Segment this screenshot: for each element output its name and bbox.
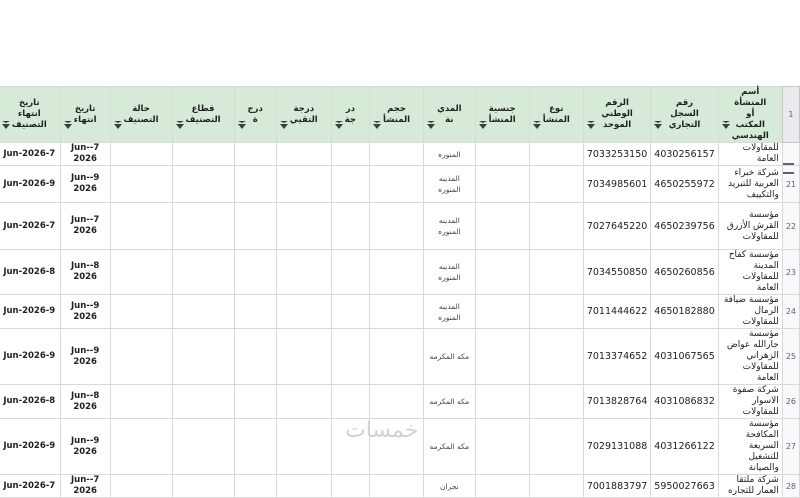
- cell-grade[interactable]: [331, 143, 369, 166]
- cell-grade[interactable]: [331, 203, 369, 250]
- cell-expiry[interactable]: 7-Jun-2026: [60, 203, 110, 250]
- cell-grade-2[interactable]: [234, 250, 276, 295]
- cell-size[interactable]: [369, 203, 423, 250]
- cell-status[interactable]: [110, 250, 172, 295]
- cell-expiry[interactable]: 8-Jun-2026: [60, 250, 110, 295]
- column-header-grade[interactable]: [331, 87, 369, 143]
- cell-grade-2[interactable]: [234, 385, 276, 419]
- cell-grade-2[interactable]: [234, 166, 276, 203]
- cell-status[interactable]: [110, 385, 172, 419]
- cell-size[interactable]: [369, 475, 423, 498]
- cell-city[interactable]: مكه المكرمه: [424, 329, 476, 385]
- cell-type[interactable]: [529, 166, 583, 203]
- cell-status[interactable]: [110, 329, 172, 385]
- cell-rating[interactable]: [276, 203, 331, 250]
- cell-status[interactable]: [110, 475, 172, 498]
- filter-icon[interactable]: [478, 121, 488, 130]
- column-header-classification-expiry[interactable]: [0, 87, 60, 143]
- cell-unified-number[interactable]: 7034985601: [583, 166, 650, 203]
- header-label: رقم السجل التجاري: [668, 98, 701, 130]
- cell-grade-2[interactable]: [234, 295, 276, 329]
- filter-icon[interactable]: [334, 121, 344, 130]
- filter-icon[interactable]: [586, 121, 596, 130]
- column-header-city[interactable]: [424, 87, 476, 143]
- cell-expiry[interactable]: 9-Jun-2026: [60, 295, 110, 329]
- cell-type[interactable]: [529, 203, 583, 250]
- row-number-cell[interactable]: 25: [782, 329, 799, 385]
- row-number-cell[interactable]: 21: [782, 166, 799, 203]
- cell-grade-2[interactable]: [234, 203, 276, 250]
- cell-expiry[interactable]: 9-Jun-2026: [60, 166, 110, 203]
- header-label: أسم المنشأة أو المكتب الهندسي: [731, 87, 769, 141]
- cell-size[interactable]: [369, 166, 423, 203]
- cell-expiry[interactable]: 9-Jun-2026: [60, 419, 110, 475]
- cell-classification-expiry[interactable]: 9-Jun-2026: [0, 295, 60, 329]
- cell-commercial-register[interactable]: 4030256157: [651, 143, 718, 166]
- row-number-cell[interactable]: 23: [782, 250, 799, 295]
- column-header-type[interactable]: [529, 87, 583, 143]
- table-row: [0, 203, 800, 250]
- cell-expiry[interactable]: 8-Jun-2026: [60, 385, 110, 419]
- cell-grade[interactable]: [331, 166, 369, 203]
- table-row: [0, 329, 800, 385]
- cell-grade[interactable]: [331, 295, 369, 329]
- cell-establishment-name[interactable]: مؤسسة المكافحة السريعة للتشغيل والصيانة: [718, 419, 782, 475]
- cell-sector[interactable]: [172, 203, 234, 250]
- table-row: [0, 143, 800, 166]
- cell-commercial-register[interactable]: 4650239756: [651, 203, 718, 250]
- table-row: [0, 475, 800, 498]
- cell-sector[interactable]: [172, 295, 234, 329]
- filter-icon[interactable]: [426, 121, 436, 130]
- cell-nationality[interactable]: [475, 250, 529, 295]
- cell-commercial-register[interactable]: 4650260856: [651, 250, 718, 295]
- cell-status[interactable]: [110, 166, 172, 203]
- column-header-grade-2[interactable]: [234, 87, 276, 143]
- cell-type[interactable]: [529, 475, 583, 498]
- cell-rating[interactable]: [276, 250, 331, 295]
- cell-type[interactable]: [529, 250, 583, 295]
- cell-expiry[interactable]: 9-Jun-2026: [60, 329, 110, 385]
- filter-icon[interactable]: [1, 121, 11, 130]
- cell-rating[interactable]: [276, 166, 331, 203]
- cell-grade[interactable]: [331, 250, 369, 295]
- table-row: [0, 295, 800, 329]
- cell-city[interactable]: المدينه المنوره: [424, 295, 476, 329]
- cell-type[interactable]: [529, 329, 583, 385]
- filter-icon[interactable]: [279, 121, 289, 130]
- cell-classification-expiry[interactable]: 9-Jun-2026: [0, 329, 60, 385]
- filter-icon[interactable]: [237, 121, 247, 130]
- cell-classification-expiry[interactable]: 7-Jun-2026: [0, 143, 60, 166]
- watermark-logo: خمسات: [345, 418, 419, 443]
- cell-sector[interactable]: [172, 419, 234, 475]
- cell-classification-expiry[interactable]: 9-Jun-2026: [0, 419, 60, 475]
- cell-establishment-name[interactable]: مؤسسة ضيافة الرمال للمقاولات: [718, 295, 782, 329]
- cell-nationality[interactable]: [475, 475, 529, 498]
- cell-grade-2[interactable]: [234, 143, 276, 166]
- filter-icon[interactable]: [372, 121, 382, 130]
- cell-expiry[interactable]: 7-Jun-2026: [60, 475, 110, 498]
- cell-rating[interactable]: [276, 143, 331, 166]
- cell-status[interactable]: [110, 419, 172, 475]
- cell-commercial-register[interactable]: 4031086832: [651, 385, 718, 419]
- cell-grade[interactable]: [331, 329, 369, 385]
- cell-classification-expiry[interactable]: 9-Jun-2026: [0, 166, 60, 203]
- cell-size[interactable]: [369, 250, 423, 295]
- cell-unified-number[interactable]: 7027645220: [583, 203, 650, 250]
- cell-establishment-name[interactable]: للمقاولات العامة: [718, 143, 782, 166]
- row-number-cell[interactable]: 27: [782, 419, 799, 475]
- filter-icon[interactable]: [63, 121, 73, 130]
- cell-commercial-register[interactable]: 4031266122: [651, 419, 718, 475]
- column-header-nationality[interactable]: [475, 87, 529, 143]
- header-label: حجم المنشأ: [382, 103, 411, 125]
- cell-city[interactable]: المدينه المنوره: [424, 166, 476, 203]
- table-row: [0, 250, 800, 295]
- cell-type[interactable]: [529, 419, 583, 475]
- cell-nationality[interactable]: [475, 166, 529, 203]
- cell-city[interactable]: المنوره: [424, 143, 476, 166]
- cell-nationality[interactable]: [475, 419, 529, 475]
- cell-city[interactable]: المدينه المنوره: [424, 203, 476, 250]
- column-header-unified-number[interactable]: [583, 87, 650, 143]
- cell-city[interactable]: مكه المكرمه: [424, 419, 476, 475]
- header-label: تاريخ انتهاء: [73, 103, 97, 125]
- cell-nationality[interactable]: [475, 329, 529, 385]
- row-number-cell[interactable]: 24: [782, 295, 799, 329]
- cell-city[interactable]: المدينه المنوره: [424, 250, 476, 295]
- header-label: درج ة: [247, 103, 263, 125]
- cell-rating[interactable]: [276, 475, 331, 498]
- frozen-rows-handle[interactable]: [783, 163, 794, 174]
- column-header-commercial-register[interactable]: [651, 87, 718, 143]
- cell-type[interactable]: [529, 295, 583, 329]
- cell-commercial-register[interactable]: 4031067565: [651, 329, 718, 385]
- cell-establishment-name[interactable]: شركة ملتقا العمار للتجاره: [718, 475, 782, 498]
- cell-grade[interactable]: [331, 475, 369, 498]
- cell-status[interactable]: [110, 203, 172, 250]
- cell-sector[interactable]: [172, 329, 234, 385]
- cell-unified-number[interactable]: 7013828764: [583, 385, 650, 419]
- cell-unified-number[interactable]: 7011444622: [583, 295, 650, 329]
- cell-classification-expiry[interactable]: 7-Jun-2026: [0, 475, 60, 498]
- cell-unified-number[interactable]: 7001883797: [583, 475, 650, 498]
- cell-size[interactable]: [369, 329, 423, 385]
- cell-classification-expiry[interactable]: 8-Jun-2026: [0, 250, 60, 295]
- cell-city[interactable]: نجران: [424, 475, 476, 498]
- cell-status[interactable]: [110, 143, 172, 166]
- row-number-header[interactable]: 1: [782, 87, 799, 143]
- column-header-rating[interactable]: [276, 87, 331, 143]
- cell-sector[interactable]: [172, 475, 234, 498]
- cell-type[interactable]: [529, 385, 583, 419]
- cell-type[interactable]: [529, 143, 583, 166]
- cell-commercial-register[interactable]: 5950027663: [651, 475, 718, 498]
- header-label: در جة: [344, 103, 356, 125]
- header-row: [0, 87, 800, 143]
- cell-grade-2[interactable]: [234, 329, 276, 385]
- header-label: حالة التصنيف: [123, 103, 159, 125]
- cell-nationality[interactable]: [475, 295, 529, 329]
- table-row: [0, 166, 800, 203]
- cell-commercial-register[interactable]: 4650182880: [651, 295, 718, 329]
- cell-establishment-name[interactable]: مؤسسة جارالله عواض الزهراني للمقاولات العامة: [718, 329, 782, 385]
- header-label: المدي نة: [437, 103, 462, 125]
- cell-commercial-register[interactable]: 4650255972: [651, 166, 718, 203]
- column-header-expiry[interactable]: [60, 87, 110, 143]
- row-number-cell[interactable]: 28: [782, 475, 799, 498]
- column-header-establishment-name[interactable]: [718, 87, 782, 143]
- cell-expiry[interactable]: 7-Jun-2026: [60, 143, 110, 166]
- filter-icon[interactable]: [175, 121, 185, 130]
- cell-size[interactable]: [369, 385, 423, 419]
- cell-establishment-name[interactable]: شركة خبراء العربية للتبريد والتكييف: [718, 166, 782, 203]
- cell-nationality[interactable]: [475, 385, 529, 419]
- cell-classification-expiry[interactable]: 8-Jun-2026: [0, 385, 60, 419]
- cell-rating[interactable]: [276, 295, 331, 329]
- cell-grade-2[interactable]: [234, 419, 276, 475]
- header-label: جنسية المنشأ: [488, 103, 516, 125]
- cell-establishment-name[interactable]: مؤسسة القرش الأزرق للمقاولات: [718, 203, 782, 250]
- cell-status[interactable]: [110, 295, 172, 329]
- cell-city[interactable]: مكه المكرمه: [424, 385, 476, 419]
- cell-establishment-name[interactable]: شركة صفوة الاسوار للمقاولات: [718, 385, 782, 419]
- column-header-status[interactable]: [110, 87, 172, 143]
- header-label: الرقم الوطني الموحد: [601, 98, 633, 130]
- cell-unified-number[interactable]: 7034550850: [583, 250, 650, 295]
- filter-icon[interactable]: [721, 121, 731, 130]
- cell-grade[interactable]: [331, 385, 369, 419]
- cell-unified-number[interactable]: 7013374652: [583, 329, 650, 385]
- cell-rating[interactable]: [276, 329, 331, 385]
- cell-classification-expiry[interactable]: 7-Jun-2026: [0, 203, 60, 250]
- header-label: درجة التقيي: [289, 103, 318, 125]
- cell-sector[interactable]: [172, 385, 234, 419]
- cell-sector[interactable]: [172, 166, 234, 203]
- header-label: نوع المنشأ: [542, 103, 570, 125]
- cell-nationality[interactable]: [475, 203, 529, 250]
- cell-size[interactable]: [369, 143, 423, 166]
- header-label: تاريخ انتهاء التصنيف: [11, 98, 47, 130]
- cell-unified-number[interactable]: 7033253150: [583, 143, 650, 166]
- cell-unified-number[interactable]: 7029131088: [583, 419, 650, 475]
- cell-size[interactable]: [369, 295, 423, 329]
- filter-icon[interactable]: [113, 121, 123, 130]
- column-header-sector[interactable]: [172, 87, 234, 143]
- column-header-size[interactable]: [369, 87, 423, 143]
- row-number-cell[interactable]: 22: [782, 203, 799, 250]
- cell-nationality[interactable]: [475, 143, 529, 166]
- cell-sector[interactable]: [172, 143, 234, 166]
- header-label: قطاع التصنيف: [185, 103, 221, 125]
- cell-establishment-name[interactable]: مؤسسة كفاح المدينة للمقاولات العامة: [718, 250, 782, 295]
- filter-icon[interactable]: [532, 121, 542, 130]
- filter-icon[interactable]: [653, 121, 663, 130]
- table-row: [0, 385, 800, 419]
- cell-rating[interactable]: [276, 419, 331, 475]
- cell-grade-2[interactable]: [234, 475, 276, 498]
- row-number-cell[interactable]: 26: [782, 385, 799, 419]
- cell-sector[interactable]: [172, 250, 234, 295]
- cell-rating[interactable]: [276, 385, 331, 419]
